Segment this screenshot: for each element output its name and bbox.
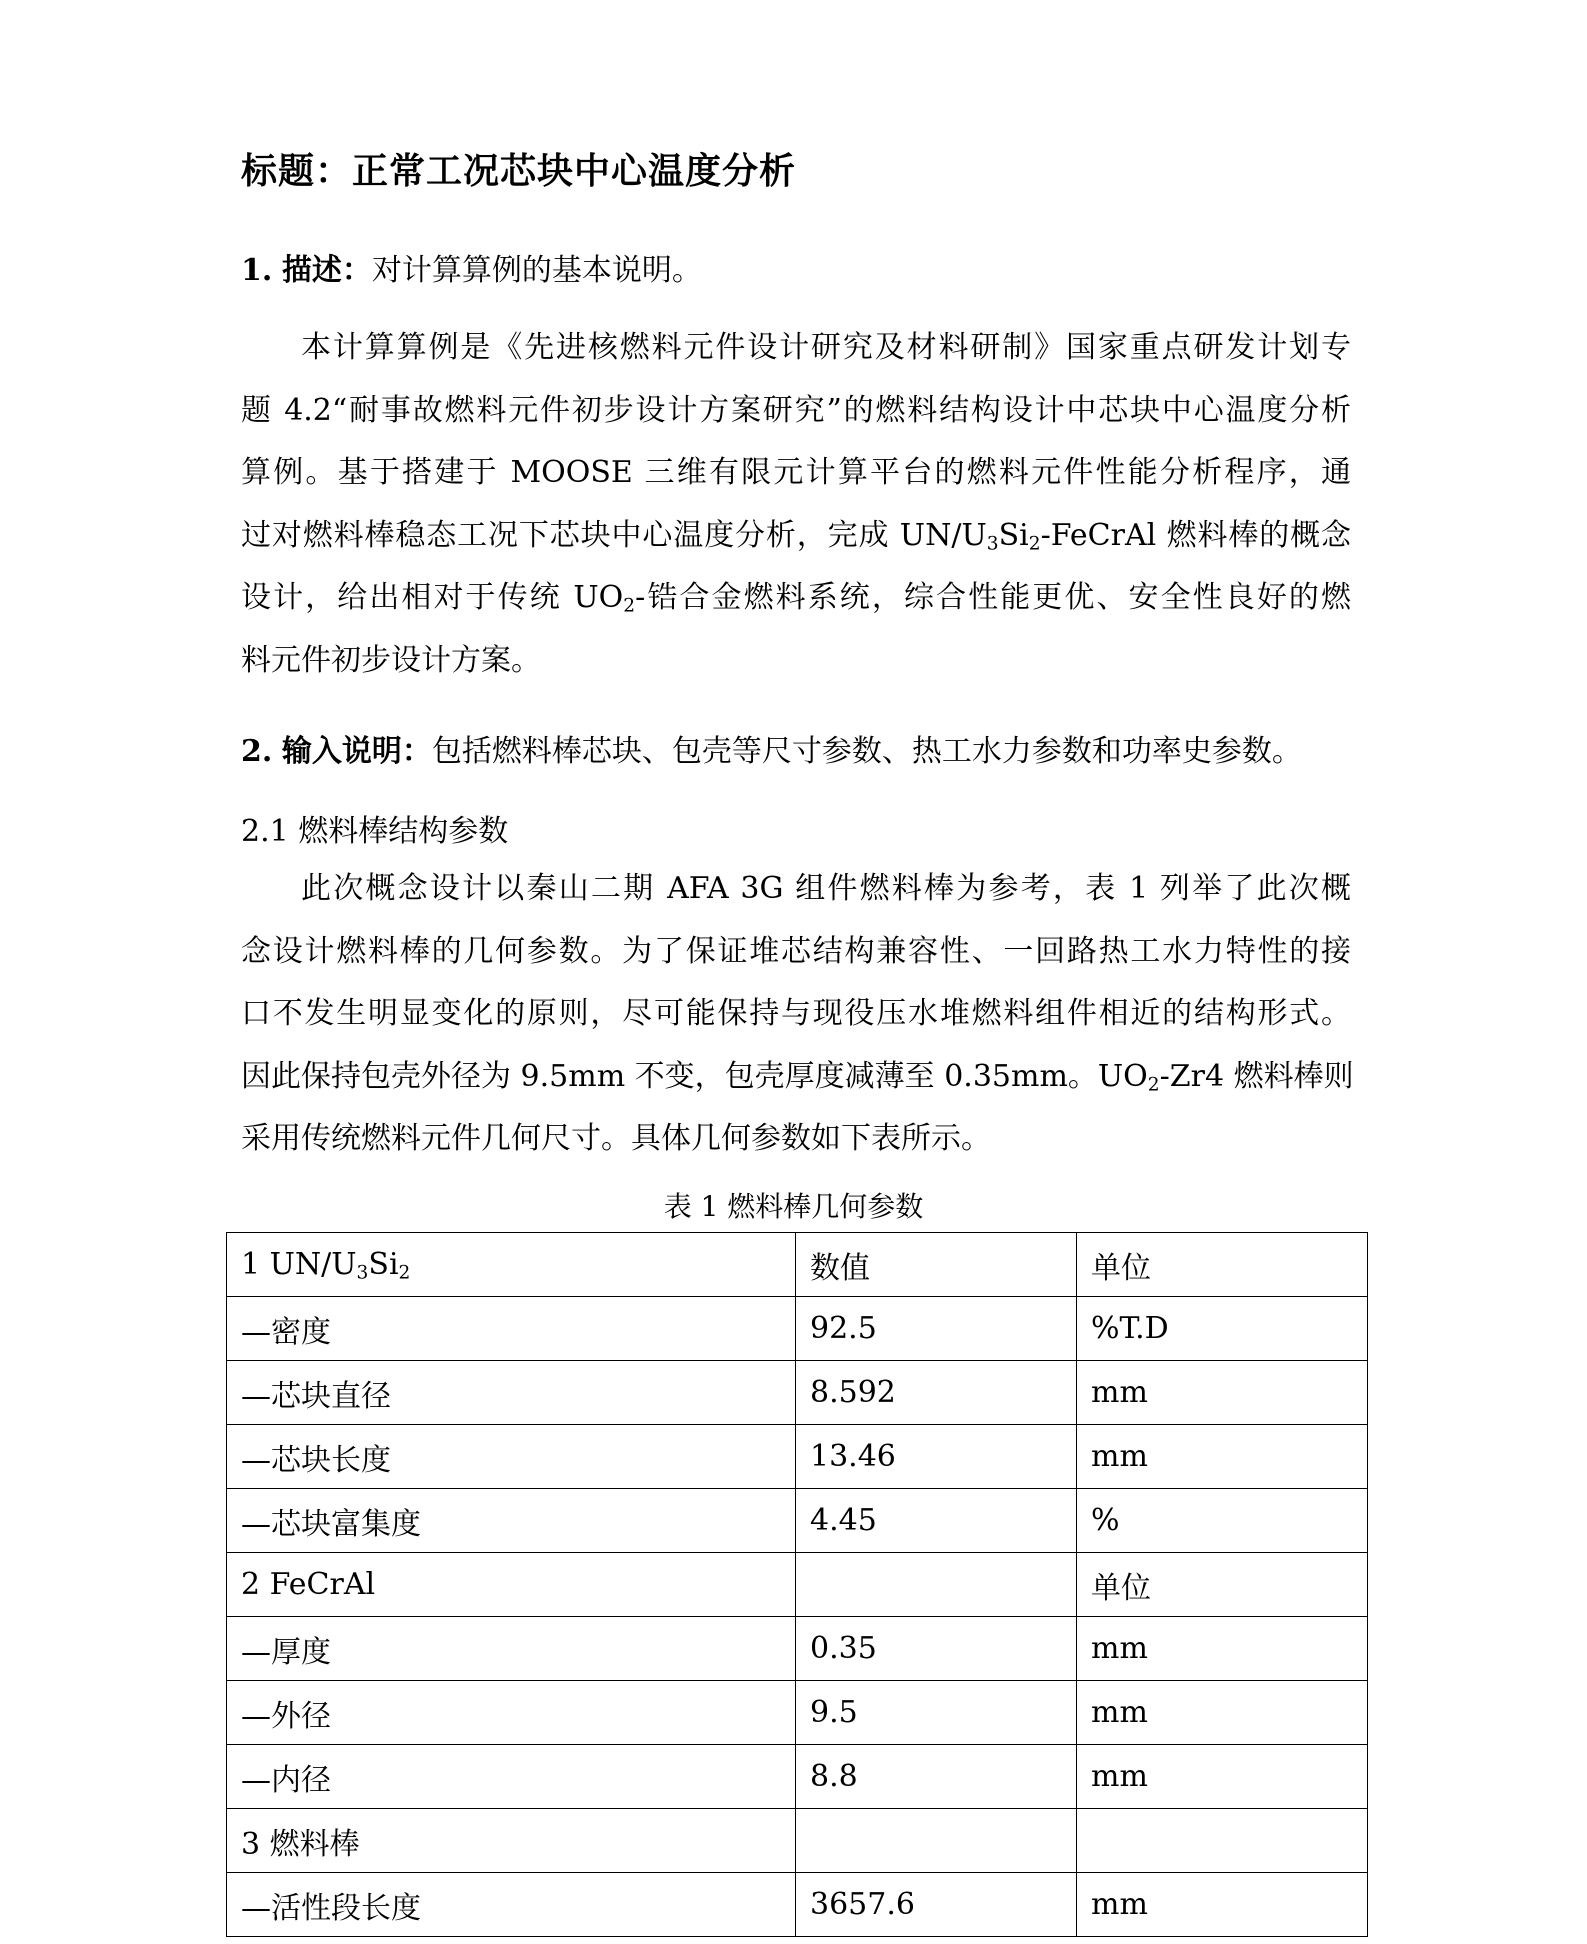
subscript: 3 bbox=[986, 533, 999, 555]
section-1-paragraph-line: 题 4.2“耐事故燃料元件初步设计方案研究”的燃料结构设计中芯块中心温度分析 bbox=[241, 392, 1351, 428]
unit-cell: %T.D bbox=[1077, 1297, 1368, 1361]
unit-cell: mm bbox=[1077, 1873, 1368, 1937]
table-row bbox=[227, 1809, 1368, 1873]
table-row bbox=[227, 1745, 1368, 1809]
value-cell: 数值 bbox=[796, 1233, 1077, 1297]
geometry-parameters-table bbox=[226, 1232, 1368, 1937]
section-2-heading bbox=[241, 726, 1302, 770]
value-cell: 13.46 bbox=[796, 1425, 1077, 1489]
subscript: 3 bbox=[356, 1262, 369, 1284]
table-row bbox=[227, 1361, 1368, 1425]
section-1-paragraph-line: 算例。基于搭建于 MOOSE 三维有限元计算平台的燃料元件性能分析程序，通 bbox=[241, 455, 1351, 490]
section-1-number: 1. bbox=[241, 253, 273, 288]
section-2-label: 输入说明： bbox=[281, 734, 432, 769]
document-title: 标题：正常工况芯块中心温度分析 bbox=[241, 150, 797, 192]
section-2-paragraph-line: 因此保持包壳外径为 9.5mm 不变，包壳厚度减薄至 0.35mm。$UO_2-Zr4$ 燃料棒则 bbox=[241, 1058, 1354, 1096]
unit-cell: mm bbox=[1077, 1745, 1368, 1809]
subscript: 2 bbox=[623, 595, 636, 617]
parameter-cell: —外径 bbox=[227, 1681, 796, 1745]
value-cell: 0.35 bbox=[796, 1617, 1077, 1681]
table-row bbox=[227, 1873, 1368, 1937]
parameter-cell: —芯块直径 bbox=[227, 1361, 796, 1425]
parameter-cell: —芯块长度 bbox=[227, 1425, 796, 1489]
value-cell: 3657.6 bbox=[796, 1873, 1077, 1937]
section-1-paragraph-line: 料元件初步设计方案。 bbox=[241, 642, 541, 678]
parameter-cell: —活性段长度 bbox=[227, 1873, 796, 1937]
unit-cell: mm bbox=[1077, 1617, 1368, 1681]
unit-cell: % bbox=[1077, 1489, 1368, 1553]
section-1-paragraph bbox=[241, 317, 1351, 692]
value-cell: 8.8 bbox=[796, 1745, 1077, 1809]
table-caption: 表 1 燃料棒几何参数 bbox=[663, 1190, 924, 1223]
subscript: 2 bbox=[398, 1262, 411, 1284]
section-1-label: 描述： bbox=[281, 253, 372, 288]
section-1-paragraph-line: 本计算算例是《先进核燃料元件设计研究及材料研制》国家重点研发计划专 bbox=[301, 330, 1351, 365]
value-cell bbox=[796, 1553, 1077, 1617]
subscript: 2 bbox=[1147, 1074, 1160, 1096]
section-2-number: 2. bbox=[241, 734, 273, 769]
table-row bbox=[227, 1425, 1368, 1489]
parameter-cell: 2 FeCrAl bbox=[227, 1553, 796, 1617]
unit-cell: mm bbox=[1077, 1361, 1368, 1425]
parameter-cell: 3 燃料棒 bbox=[227, 1809, 796, 1873]
parameter-cell: 1 $UN/U_3Si_2$ bbox=[227, 1233, 796, 1297]
value-cell: 8.592 bbox=[796, 1361, 1077, 1425]
subscript: 2 bbox=[1028, 533, 1041, 555]
unit-cell bbox=[1077, 1809, 1368, 1873]
table-row bbox=[227, 1297, 1368, 1361]
section-1-paragraph-line: 过对燃料棒稳态工况下芯块中心温度分析，完成 $UN/U_3Si_2$-FeCrAl 燃料棒的概念 bbox=[241, 517, 1351, 555]
table-row bbox=[227, 1233, 1368, 1297]
subsection-2-1-heading: 2.1 燃料棒结构参数 bbox=[241, 814, 509, 849]
section-2-paragraph-line: 此次概念设计以秦山二期 AFA 3G 组件燃料棒为参考，表 1 列举了此次概 bbox=[301, 871, 1351, 906]
section-1-paragraph-line: 设计，给出相对于传统 $UO_2-$锆合金燃料系统，综合性能更优、安全性良好的燃 bbox=[241, 580, 1351, 617]
unit-cell: mm bbox=[1077, 1425, 1368, 1489]
section-2-paragraph-line: 采用传统燃料元件几何尺寸。具体几何参数如下表所示。 bbox=[241, 1121, 991, 1156]
section-1-heading bbox=[241, 245, 702, 289]
table-row bbox=[227, 1617, 1368, 1681]
value-cell: 9.5 bbox=[796, 1681, 1077, 1745]
unit-cell: mm bbox=[1077, 1681, 1368, 1745]
parameter-cell: —密度 bbox=[227, 1297, 796, 1361]
value-cell: 4.45 bbox=[796, 1489, 1077, 1553]
parameter-cell: —厚度 bbox=[227, 1617, 796, 1681]
parameter-cell: —内径 bbox=[227, 1745, 796, 1809]
section-2-paragraph-line: 口不发生明显变化的原则，尽可能保持与现役压水堆燃料组件相近的结构形式。 bbox=[241, 996, 1351, 1031]
parameter-cell: —芯块富集度 bbox=[227, 1489, 796, 1553]
value-cell bbox=[796, 1809, 1077, 1873]
section-2-paragraph-line: 念设计燃料棒的几何参数。为了保证堆芯结构兼容性、一回路热工水力特性的接 bbox=[241, 933, 1351, 969]
value-cell: 92.5 bbox=[796, 1297, 1077, 1361]
section-2-paragraph bbox=[241, 858, 1354, 1171]
table-row bbox=[227, 1553, 1368, 1617]
unit-cell: 单位 bbox=[1077, 1233, 1368, 1297]
table-row bbox=[227, 1681, 1368, 1745]
unit-cell: 单位 bbox=[1077, 1553, 1368, 1617]
section-2-text: 包括燃料棒芯块、包壳等尺寸参数、热工水力参数和功率史参数。 bbox=[431, 734, 1302, 769]
section-1-text: 对计算算例的基本说明。 bbox=[371, 253, 702, 288]
table-row bbox=[227, 1489, 1368, 1553]
